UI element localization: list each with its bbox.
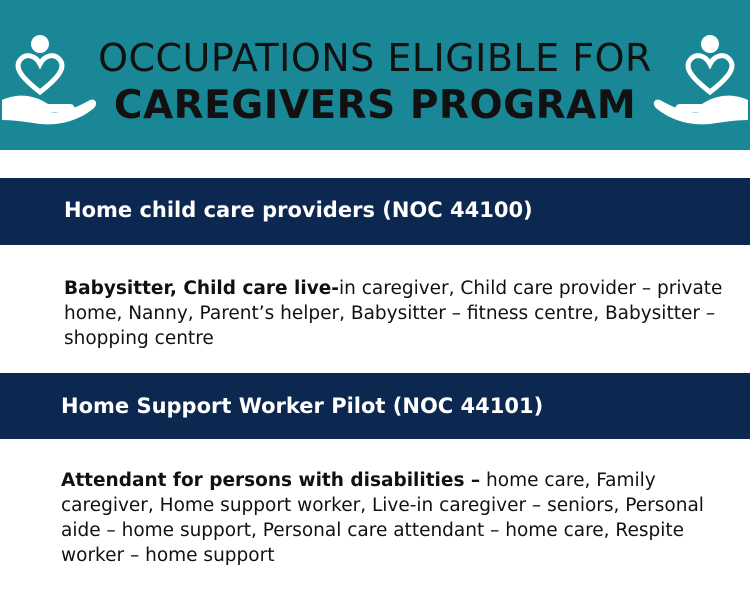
section-2-title: Home Support Worker Pilot (NOC 44101)	[61, 394, 544, 418]
section-1-header	[0, 178, 750, 245]
section-2-description	[61, 468, 725, 568]
section-1-bold-text: Babysitter, Child care live-	[64, 278, 339, 299]
header-banner	[0, 0, 750, 150]
section-1-text: in caregiver, Child care provider – private home, Nanny, Parent’s helper, Babysitter – fitness centre, Babysitter – shopping centre	[64, 278, 723, 349]
section-1-title: Home child care providers (NOC 44100)	[64, 198, 533, 222]
section-2-bold-text: Attendant for persons with disabilities –	[61, 470, 481, 491]
title-line-1: OCCUPATIONS ELIGIBLE FOR	[98, 36, 652, 80]
caring-hand-heart-icon	[650, 22, 750, 132]
section-1-description	[64, 276, 724, 351]
title-line-2: CAREGIVERS PROGRAM	[113, 83, 637, 128]
section-2-text: home care, Family caregiver, Home support worker, Live-in caregiver – seniors, Personal aide – home support, Personal care attendant – home care, Respite worker – home support	[61, 470, 704, 566]
section-2-header	[0, 373, 750, 439]
